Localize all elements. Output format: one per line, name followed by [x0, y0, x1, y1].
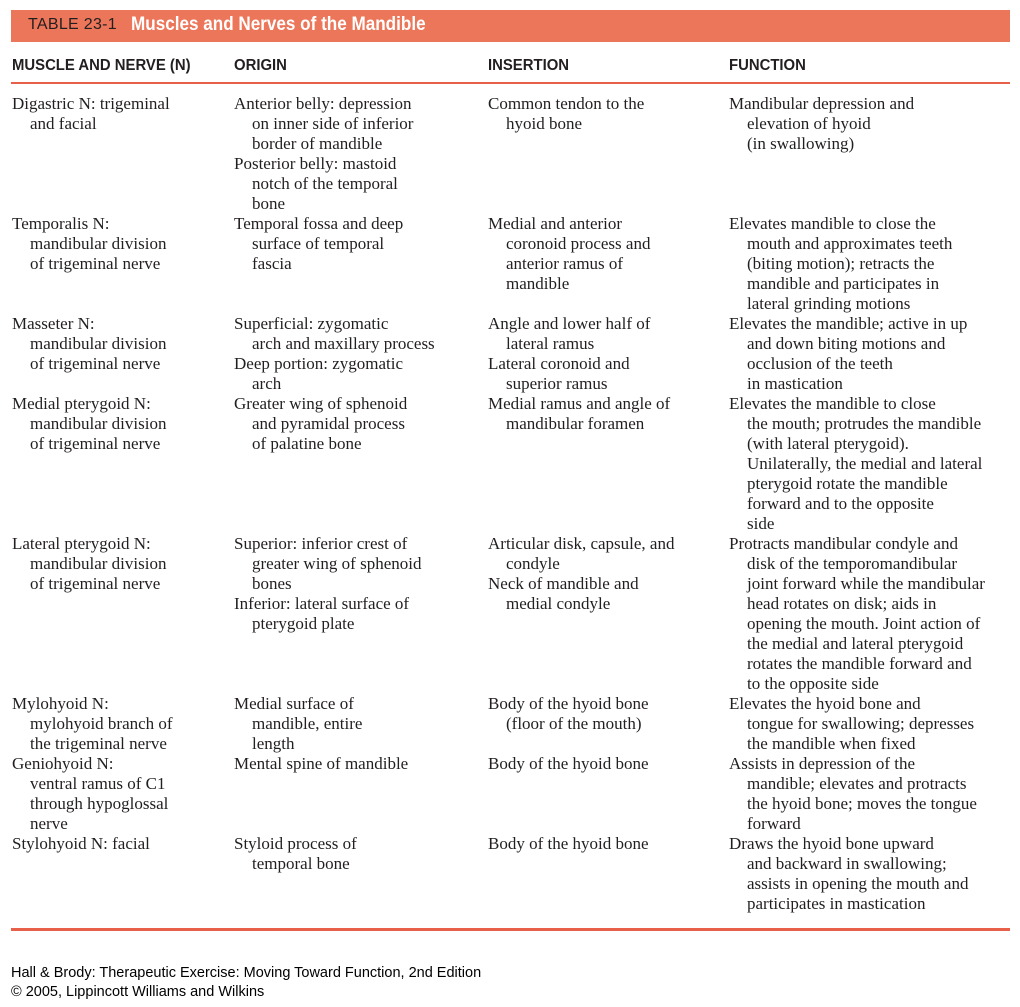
cell-line: Styloid process of: [234, 834, 357, 853]
cell-line: forward and to the opposite: [747, 494, 934, 513]
table-row: [0, 214, 1020, 314]
cell-line: mandibular division: [30, 234, 167, 253]
cell-muscle-and-nerve: [12, 94, 170, 134]
column-header-insertion: INSERTION: [488, 57, 570, 74]
table-number: TABLE 23-1: [28, 16, 117, 33]
cell-muscle-and-nerve: [12, 314, 166, 374]
cell-muscle-and-nerve: [12, 694, 173, 754]
cell-line: lateral grinding motions: [747, 294, 911, 313]
cell-line: on inner side of inferior: [252, 114, 414, 133]
cell-line: ventral ramus of C1: [30, 774, 166, 793]
cell-line: Common tendon to the: [488, 94, 645, 113]
cell-line: temporal bone: [252, 854, 350, 873]
cell-line: mandible; elevates and protracts: [747, 774, 967, 793]
cell-origin: [234, 94, 413, 214]
cell-insertion: [488, 314, 650, 394]
cell-line: of trigeminal nerve: [30, 574, 161, 593]
cell-line: elevation of hyoid: [747, 114, 871, 133]
cell-insertion: [488, 94, 644, 134]
cell-line: greater wing of sphenoid: [252, 554, 422, 573]
cell-line: Elevates the mandible; active in up: [729, 314, 968, 333]
cell-line: coronoid process and: [506, 234, 651, 253]
cell-line: (floor of the mouth): [506, 714, 642, 733]
cell-line: Superficial: zygomatic: [234, 314, 389, 333]
cell-line: Stylohyoid N: facial: [12, 834, 150, 853]
cell-line: Temporal fossa and deep: [234, 214, 404, 233]
cell-origin: [234, 534, 421, 634]
cell-line: Inferior: lateral surface of: [234, 594, 410, 613]
cell-line: arch and maxillary process: [252, 334, 435, 353]
cell-line: mouth and approximates teeth: [747, 234, 953, 253]
cell-line: side: [747, 514, 775, 533]
cell-line: superior ramus: [506, 374, 608, 393]
table-title: Muscles and Nerves of the Mandible: [131, 14, 426, 35]
cell-line: surface of temporal: [252, 234, 385, 253]
cell-line: mandibular foramen: [506, 414, 645, 433]
cell-origin: [234, 214, 403, 274]
table-title-bar: [11, 10, 1010, 42]
cell-line: in mastication: [747, 374, 843, 393]
cell-function: [729, 694, 974, 754]
cell-function: [729, 754, 977, 834]
cell-line: mandible, entire: [252, 714, 363, 733]
cell-origin: [234, 694, 362, 754]
cell-line: Digastric N: trigeminal: [12, 94, 170, 113]
cell-line: opening the mouth. Joint action of: [747, 614, 981, 633]
cell-line: length: [252, 734, 295, 753]
cell-line: Angle and lower half of: [488, 314, 651, 333]
cell-line: mandibular division: [30, 334, 167, 353]
cell-line: bones: [252, 574, 292, 593]
cell-line: anterior ramus of: [506, 254, 624, 273]
cell-line: participates in mastication: [747, 894, 926, 913]
cell-function: [729, 834, 968, 914]
cell-line: Medial ramus and angle of: [488, 394, 671, 413]
cell-line: occlusion of the teeth: [747, 354, 893, 373]
table-row: [0, 694, 1020, 754]
column-header-origin: ORIGIN: [234, 57, 287, 74]
cell-line: Neck of mandible and: [488, 574, 639, 593]
table-row: [0, 534, 1020, 694]
cell-line: tongue for swallowing; depresses: [747, 714, 975, 733]
cell-line: Lateral pterygoid N:: [12, 534, 151, 553]
cell-line: the hyoid bone; moves the tongue: [747, 794, 977, 813]
cell-function: [729, 394, 982, 534]
cell-line: Medial surface of: [234, 694, 354, 713]
header-divider: [11, 82, 1010, 84]
cell-line: Assists in depression of the: [729, 754, 916, 773]
cell-line: Elevates the mandible to close: [729, 394, 936, 413]
cell-line: joint forward while the mandibular: [747, 574, 985, 593]
cell-line: arch: [252, 374, 282, 393]
cell-muscle-and-nerve: [12, 534, 166, 594]
table-bottom-divider: [11, 928, 1010, 931]
cell-line: Posterior belly: mastoid: [234, 154, 397, 173]
cell-insertion: [488, 834, 649, 854]
cell-line: fascia: [252, 254, 292, 273]
cell-line: lateral ramus: [506, 334, 595, 353]
cell-line: forward: [747, 814, 801, 833]
cell-line: the mouth; protrudes the mandible: [747, 414, 982, 433]
cell-line: medial condyle: [506, 594, 611, 613]
cell-line: Masseter N:: [12, 314, 95, 333]
cell-insertion: [488, 534, 674, 614]
cell-line: hyoid bone: [506, 114, 583, 133]
cell-line: pterygoid rotate the mandible: [747, 474, 948, 493]
cell-insertion: [488, 394, 670, 434]
footer-copyright: © 2005, Lippincott Williams and Wilkins: [11, 984, 265, 1000]
cell-line: disk of the temporomandibular: [747, 554, 958, 573]
cell-line: mandible: [506, 274, 570, 293]
cell-insertion: [488, 214, 650, 294]
cell-line: the medial and lateral pterygoid: [747, 634, 964, 653]
cell-insertion: [488, 694, 649, 734]
cell-origin: [234, 834, 357, 874]
cell-line: rotates the mandible forward and: [747, 654, 972, 673]
cell-function: [729, 214, 952, 314]
cell-line: notch of the temporal: [252, 174, 398, 193]
cell-line: mylohyoid branch of: [30, 714, 173, 733]
cell-line: condyle: [506, 554, 560, 573]
cell-line: Articular disk, capsule, and: [488, 534, 675, 553]
cell-line: Elevates mandible to close the: [729, 214, 936, 233]
table-row: [0, 754, 1020, 834]
cell-origin: [234, 754, 408, 774]
table-row: [0, 314, 1020, 394]
cell-muscle-and-nerve: [12, 834, 150, 854]
cell-function: [729, 534, 985, 694]
cell-function: [729, 94, 914, 154]
table-body: [0, 94, 1020, 914]
table-row: [0, 394, 1020, 534]
column-header-function: FUNCTION: [729, 57, 806, 74]
cell-insertion: [488, 754, 649, 774]
cell-line: Superior: inferior crest of: [234, 534, 408, 553]
cell-line: and facial: [30, 114, 97, 133]
cell-line: assists in opening the mouth and: [747, 874, 969, 893]
table-row: [0, 834, 1020, 914]
cell-line: Body of the hyoid bone: [488, 694, 649, 713]
cell-line: the trigeminal nerve: [30, 734, 167, 753]
cell-line: of trigeminal nerve: [30, 354, 161, 373]
cell-line: of palatine bone: [252, 434, 362, 453]
cell-muscle-and-nerve: [12, 754, 168, 834]
cell-line: Medial and anterior: [488, 214, 623, 233]
cell-line: (in swallowing): [747, 134, 855, 153]
cell-line: mandibular division: [30, 554, 167, 573]
cell-line: Protracts mandibular condyle and: [729, 534, 958, 553]
cell-line: and down biting motions and: [747, 334, 946, 353]
cell-line: Deep portion: zygomatic: [234, 354, 404, 373]
cell-line: Mylohyoid N:: [12, 694, 109, 713]
cell-line: mandible and participates in: [747, 274, 940, 293]
table-row: [0, 94, 1020, 214]
cell-line: Medial pterygoid N:: [12, 394, 151, 413]
cell-muscle-and-nerve: [12, 394, 166, 454]
cell-line: head rotates on disk; aids in: [747, 594, 937, 613]
cell-line: Draws the hyoid bone upward: [729, 834, 934, 853]
cell-line: Greater wing of sphenoid: [234, 394, 408, 413]
cell-line: to the opposite side: [747, 674, 879, 693]
cell-line: nerve: [30, 814, 68, 833]
cell-line: the mandible when fixed: [747, 734, 916, 753]
cell-line: Elevates the hyoid bone and: [729, 694, 921, 713]
cell-line: Anterior belly: depression: [234, 94, 412, 113]
cell-function: [729, 314, 967, 394]
cell-muscle-and-nerve: [12, 214, 166, 274]
cell-line: (with lateral pterygoid).: [747, 434, 909, 453]
cell-line: and backward in swallowing;: [747, 854, 947, 873]
cell-line: mandibular division: [30, 414, 167, 433]
cell-line: (biting motion); retracts the: [747, 254, 935, 273]
cell-line: of trigeminal nerve: [30, 434, 161, 453]
cell-line: bone: [252, 194, 286, 213]
cell-line: Unilaterally, the medial and lateral: [747, 454, 983, 473]
cell-line: Body of the hyoid bone: [488, 754, 649, 773]
cell-origin: [234, 394, 407, 454]
cell-line: border of mandible: [252, 134, 383, 153]
cell-line: Mental spine of mandible: [234, 754, 409, 773]
cell-line: Temporalis N:: [12, 214, 110, 233]
cell-origin: [234, 314, 435, 394]
cell-line: Lateral coronoid and: [488, 354, 630, 373]
footer-citation: Hall & Brody: Therapeutic Exercise: Moving Toward Function, 2nd Edition: [11, 965, 482, 981]
cell-line: of trigeminal nerve: [30, 254, 161, 273]
cell-line: Geniohyoid N:: [12, 754, 114, 773]
cell-line: Mandibular depression and: [729, 94, 915, 113]
cell-line: Body of the hyoid bone: [488, 834, 649, 853]
cell-line: and pyramidal process: [252, 414, 405, 433]
cell-line: through hypoglossal: [30, 794, 169, 813]
cell-line: pterygoid plate: [252, 614, 355, 633]
column-header-muscle-and-nerve: MUSCLE AND NERVE (N): [12, 57, 191, 74]
